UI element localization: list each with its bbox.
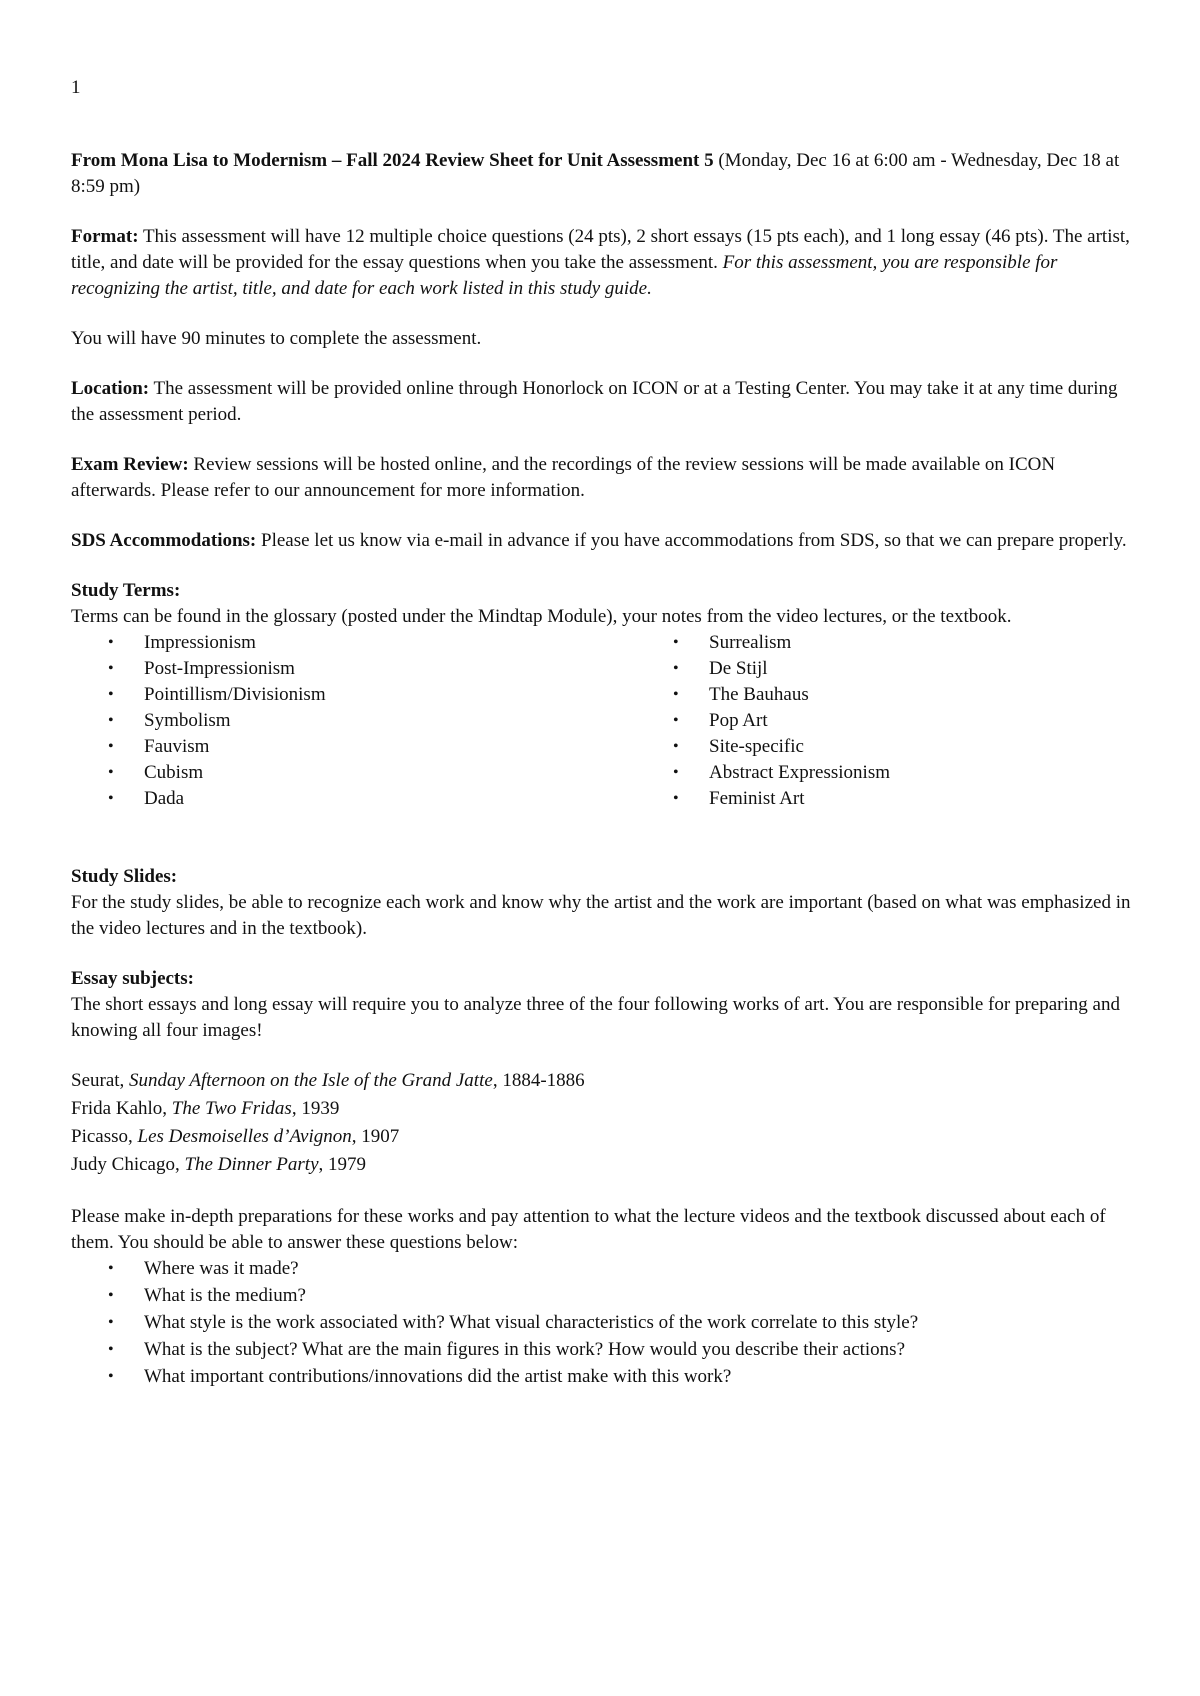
- list-item: [636, 630, 890, 656]
- term-label: Surrealism: [709, 632, 792, 653]
- list-item: [636, 656, 890, 682]
- bullet-icon: •: [108, 712, 114, 729]
- essay-work: [71, 1068, 1131, 1096]
- list-item: [636, 734, 890, 760]
- work-date: , 1979: [318, 1154, 367, 1175]
- title-bold: From Mona Lisa to Modernism – Fall 2024 Review Sheet for Unit Assessment 5: [71, 150, 714, 171]
- study-terms-intro: Terms can be found in the glossary (posted under the Mindtap Module), your notes from the video lectures, or the textbook.: [71, 606, 1012, 627]
- term-label: Cubism: [144, 762, 204, 783]
- list-item: [71, 734, 636, 760]
- work-title: The Two Fridas: [171, 1098, 292, 1119]
- bullet-icon: •: [108, 686, 114, 703]
- work-artist: Judy Chicago,: [71, 1154, 185, 1175]
- term-label: Post-Impressionism: [144, 658, 295, 679]
- term-label: Pointillism/Divisionism: [144, 684, 326, 705]
- format-paragraph: [71, 224, 1131, 302]
- bullet-icon: •: [673, 634, 679, 651]
- sds-label: SDS Accommodations:: [71, 530, 257, 551]
- essay-work: [71, 1096, 1131, 1124]
- terms-column-2: [636, 630, 890, 812]
- terms-column-1: [71, 630, 636, 812]
- list-item: [71, 786, 636, 812]
- term-label: Dada: [144, 788, 185, 809]
- study-terms-heading: [71, 578, 1131, 604]
- location-label: Location:: [71, 378, 150, 399]
- question-text: What important contributions/innovations did the artist make with this work?: [144, 1366, 732, 1387]
- list-item: [71, 1337, 1131, 1364]
- location-paragraph: [71, 376, 1131, 428]
- essay-subjects-text: The short essays and long essay will require you to analyze three of the four following works of art. You are responsible for preparing and knowing all four images!: [71, 994, 1120, 1041]
- list-item: [636, 760, 890, 786]
- sds-paragraph: [71, 528, 1131, 554]
- term-label: Feminist Art: [709, 788, 805, 809]
- list-item: [71, 1256, 1131, 1283]
- question-text: What is the medium?: [144, 1285, 306, 1306]
- bullet-icon: •: [673, 712, 679, 729]
- term-label: Impressionism: [144, 632, 256, 653]
- term-label: The Bauhaus: [709, 684, 809, 705]
- list-item: [636, 682, 890, 708]
- list-item: [71, 1310, 1131, 1337]
- list-item: [71, 1283, 1131, 1310]
- question-text: What is the subject? What are the main figures in this work? How would you describe their actions?: [144, 1339, 906, 1360]
- work-title: Sunday Afternoon on the Isle of the Grand Jatte: [129, 1070, 493, 1091]
- bullet-icon: •: [673, 660, 679, 677]
- term-label: Site-specific: [709, 736, 804, 757]
- work-artist: Frida Kahlo,: [71, 1098, 172, 1119]
- term-label: Fauvism: [144, 736, 210, 757]
- bullet-icon: •: [108, 764, 114, 781]
- format-italic-note: For this assessment, you are responsible for recognizing the artist, title, and date for each work listed in this study guide.: [71, 252, 1058, 299]
- study-terms-heading-text: Study Terms:: [71, 580, 181, 601]
- bullet-icon: •: [673, 764, 679, 781]
- term-label: Symbolism: [144, 710, 231, 731]
- title-dates: (Monday, Dec 16 at 6:00 am - Wednesday, Dec 18 at 8:59 pm): [71, 150, 1120, 197]
- document-body: [71, 148, 1131, 1391]
- format-text: This assessment will have 12 multiple choice questions (24 pts), 2 short essays (15 pts each), and 1 long essay (46 pts). The artist, title, and date will be provided for the essay questions when you take the assessment.: [71, 226, 1130, 273]
- bullet-icon: •: [108, 738, 114, 755]
- list-item: [71, 630, 636, 656]
- time-note: You will have 90 minutes to complete the assessment.: [71, 328, 482, 349]
- sds-text: Please let us know via e-mail in advance if you have accommodations from SDS, so that we can prepare properly.: [256, 530, 1127, 551]
- preparation-questions: [71, 1256, 1131, 1391]
- work-artist: Picasso,: [71, 1126, 138, 1147]
- list-item: [636, 786, 890, 812]
- list-item: [71, 656, 636, 682]
- exam-review-text: Review sessions will be hosted online, and the recordings of the review sessions will be made available on ICON afterwards. Please refer to our announcement for more information.: [71, 454, 1056, 501]
- work-title: The Dinner Party: [184, 1154, 319, 1175]
- list-item: [636, 708, 890, 734]
- bullet-icon: •: [108, 1368, 114, 1385]
- format-label: Format:: [71, 226, 139, 247]
- bullet-icon: •: [673, 686, 679, 703]
- bullet-icon: •: [673, 790, 679, 807]
- bullet-icon: •: [673, 738, 679, 755]
- document-title: [71, 148, 1131, 200]
- question-text: Where was it made?: [144, 1258, 299, 1279]
- study-terms-list: [71, 630, 1131, 812]
- work-title: Les Desmoiselles d’Avignon: [137, 1126, 352, 1147]
- list-item: [71, 682, 636, 708]
- essay-subjects-heading: [71, 966, 1131, 992]
- work-date: , 1884-1886: [492, 1070, 585, 1091]
- work-date: , 1907: [351, 1126, 400, 1147]
- bullet-icon: •: [108, 1341, 114, 1358]
- exam-review-paragraph: [71, 452, 1131, 504]
- location-text: The assessment will be provided online through Honorlock on ICON or at a Testing Center. You may take it at any time during the assessment period.: [71, 378, 1118, 425]
- list-item: [71, 760, 636, 786]
- exam-review-label: Exam Review:: [71, 454, 189, 475]
- study-slides-heading-text: Study Slides:: [71, 866, 178, 887]
- essay-work: [71, 1152, 1131, 1180]
- essay-subjects-heading-text: Essay subjects:: [71, 968, 194, 989]
- study-slides-heading: [71, 864, 1131, 890]
- work-artist: Seurat,: [71, 1070, 130, 1091]
- study-slides-text: For the study slides, be able to recognize each work and know why the artist and the work are important (based on what was emphasized in the video lectures and in the textbook).: [71, 892, 1131, 939]
- work-date: , 1939: [291, 1098, 340, 1119]
- page-number: 1: [71, 77, 81, 98]
- bullet-icon: •: [108, 1260, 114, 1277]
- list-item: [71, 1364, 1131, 1391]
- bullet-icon: •: [108, 634, 114, 651]
- essay-works-list: [71, 1068, 1131, 1180]
- term-label: Abstract Expressionism: [709, 762, 891, 783]
- bullet-icon: •: [108, 660, 114, 677]
- list-item: [71, 708, 636, 734]
- term-label: Pop Art: [709, 710, 768, 731]
- bullet-icon: •: [108, 1287, 114, 1304]
- question-text: What style is the work associated with? What visual characteristics of the work correlate to this style?: [144, 1312, 919, 1333]
- bullet-icon: •: [108, 1314, 114, 1331]
- bullet-icon: •: [108, 790, 114, 807]
- essay-work: [71, 1124, 1131, 1152]
- term-label: De Stijl: [709, 658, 768, 679]
- preparation-text: Please make in-depth preparations for these works and pay attention to what the lecture videos and the textbook discussed about each of them. You should be able to answer these questions below:: [71, 1206, 1106, 1253]
